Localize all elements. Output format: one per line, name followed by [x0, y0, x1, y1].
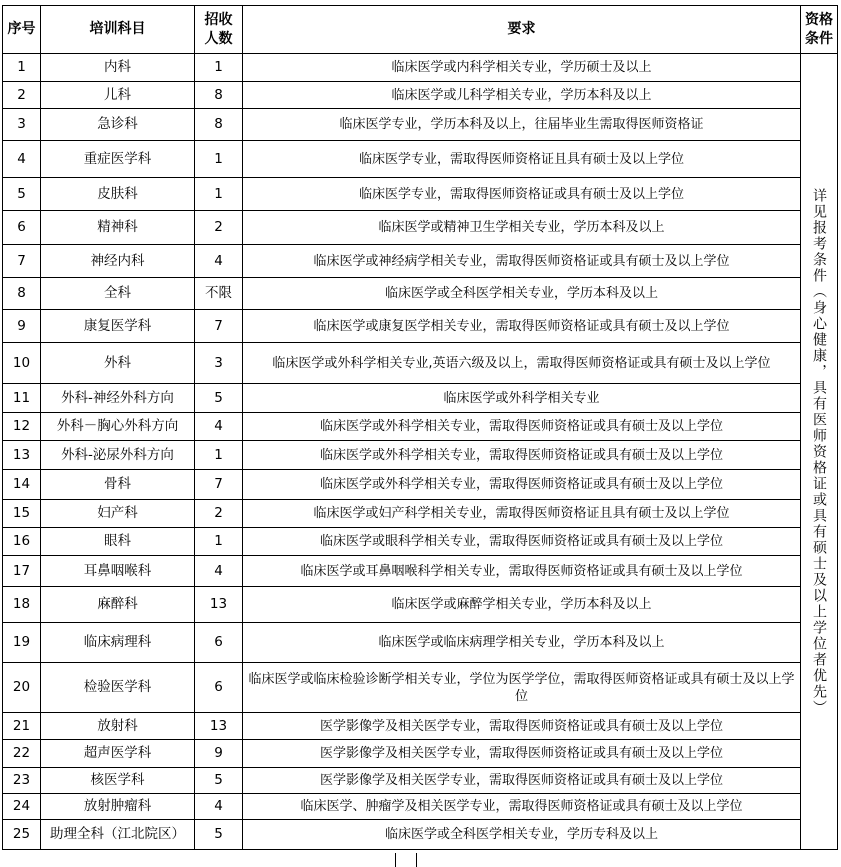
header-qualification [801, 6, 838, 54]
row-quota: 3 [195, 343, 243, 384]
row-index: 18 [3, 587, 41, 623]
row-requirement: 临床医学或儿科学相关专业，学历本科及以上 [243, 82, 801, 109]
header-requirement: 要求 [243, 6, 801, 54]
row-index: 16 [3, 528, 41, 556]
row-quota: 1 [195, 54, 243, 82]
row-subject: 骨科 [41, 470, 195, 500]
table-row [3, 109, 838, 141]
table-row [3, 245, 838, 278]
row-subject: 麻醉科 [41, 587, 195, 623]
table-row [3, 141, 838, 178]
row-subject: 神经内科 [41, 245, 195, 278]
row-requirement: 医学影像学及相关医学专业，需取得医师资格证或具有硕士及以上学位 [243, 713, 801, 740]
row-requirement: 临床医学或精神卫生学相关专业，学历本科及以上 [243, 211, 801, 245]
row-subject: 皮肤科 [41, 178, 195, 211]
row-requirement: 临床医学或全科医学相关专业，学历本科及以上 [243, 278, 801, 310]
row-index: 9 [3, 310, 41, 343]
table-row [3, 470, 838, 500]
row-quota: 2 [195, 500, 243, 528]
row-index: 22 [3, 740, 41, 768]
row-quota: 1 [195, 528, 243, 556]
row-requirement: 临床医学或神经病学相关专业，需取得医师资格证或具有硕士及以上学位 [243, 245, 801, 278]
row-requirement: 临床医学或眼科学相关专业，需取得医师资格证或具有硕士及以上学位 [243, 528, 801, 556]
row-subject: 重症医学科 [41, 141, 195, 178]
row-index: 19 [3, 623, 41, 663]
row-requirement: 临床医学或外科学相关专业 [243, 384, 801, 413]
table-row [3, 794, 838, 820]
table-row [3, 820, 838, 850]
row-index: 7 [3, 245, 41, 278]
table-row [3, 587, 838, 623]
row-quota: 9 [195, 740, 243, 768]
row-quota: 1 [195, 141, 243, 178]
row-quota: 5 [195, 384, 243, 413]
row-index: 10 [3, 343, 41, 384]
row-subject: 外科－胸心外科方向 [41, 413, 195, 441]
row-subject: 临床病理科 [41, 623, 195, 663]
row-subject: 放射肿瘤科 [41, 794, 195, 820]
row-index: 15 [3, 500, 41, 528]
row-quota: 8 [195, 82, 243, 109]
row-requirement: 临床医学或麻醉学相关专业，学历本科及以上 [243, 587, 801, 623]
row-index: 25 [3, 820, 41, 850]
row-quota: 7 [195, 310, 243, 343]
table-row [3, 278, 838, 310]
row-requirement: 临床医学或妇产科学相关专业，需取得医师资格证且具有硕士及以上学位 [243, 500, 801, 528]
row-requirement: 临床医学或内科学相关专业，学历硕士及以上 [243, 54, 801, 82]
row-quota: 不限 [195, 278, 243, 310]
table-row [3, 556, 838, 587]
row-quota: 4 [195, 413, 243, 441]
table-row [3, 500, 838, 528]
training-table [2, 5, 838, 850]
table-row [3, 663, 838, 713]
table-row [3, 82, 838, 109]
table-row [3, 310, 838, 343]
row-quota: 4 [195, 794, 243, 820]
row-subject: 外科-泌尿外科方向 [41, 441, 195, 470]
row-subject: 耳鼻咽喉科 [41, 556, 195, 587]
row-quota: 4 [195, 245, 243, 278]
row-subject: 放射科 [41, 713, 195, 740]
row-subject: 全科 [41, 278, 195, 310]
table-row [3, 384, 838, 413]
row-quota: 7 [195, 470, 243, 500]
row-subject: 急诊科 [41, 109, 195, 141]
qualification-cell [801, 54, 838, 850]
row-requirement: 临床医学或全科医学相关专业，学历专科及以上 [243, 820, 801, 850]
row-index: 1 [3, 54, 41, 82]
header-quota-line2: 人数 [204, 30, 233, 47]
header-row [3, 6, 838, 54]
row-requirement: 临床医学专业，需取得医师资格证或具有硕士及以上学位 [243, 178, 801, 211]
row-quota: 6 [195, 623, 243, 663]
row-requirement: 临床医学或临床病理学相关专业，学历本科及以上 [243, 623, 801, 663]
table-row [3, 413, 838, 441]
table-row [3, 623, 838, 663]
row-subject: 核医学科 [41, 768, 195, 794]
header-qual-line2: 条件 [805, 30, 833, 47]
row-subject: 超声医学科 [41, 740, 195, 768]
header-quota-line1: 招收 [204, 11, 233, 28]
row-requirement: 临床医学专业，需取得医师资格证且具有硕士及以上学位 [243, 141, 801, 178]
row-quota: 6 [195, 663, 243, 713]
row-index: 13 [3, 441, 41, 470]
table-trailing-cell [395, 853, 417, 867]
row-requirement: 临床医学或外科学相关专业，需取得医师资格证或具有硕士及以上学位 [243, 441, 801, 470]
row-quota: 13 [195, 587, 243, 623]
table-row [3, 528, 838, 556]
row-index: 24 [3, 794, 41, 820]
row-subject: 康复医学科 [41, 310, 195, 343]
row-index: 4 [3, 141, 41, 178]
row-subject: 精神科 [41, 211, 195, 245]
row-index: 11 [3, 384, 41, 413]
row-requirement: 临床医学、肿瘤学及相关医学专业，需取得医师资格证或具有硕士及以上学位 [243, 794, 801, 820]
table-row [3, 740, 838, 768]
row-index: 23 [3, 768, 41, 794]
row-index: 2 [3, 82, 41, 109]
table-row [3, 713, 838, 740]
row-index: 6 [3, 211, 41, 245]
row-index: 20 [3, 663, 41, 713]
row-index: 12 [3, 413, 41, 441]
table-row [3, 441, 838, 470]
row-subject: 外科-神经外科方向 [41, 384, 195, 413]
table-row [3, 54, 838, 82]
header-qual-line1: 资格 [805, 11, 833, 28]
table-row [3, 211, 838, 245]
row-quota: 1 [195, 441, 243, 470]
row-requirement: 临床医学或临床检验诊断学相关专业，学位为医学学位，需取得医师资格证或具有硕士及以上学位 [243, 663, 801, 713]
table-row [3, 768, 838, 794]
row-quota: 8 [195, 109, 243, 141]
row-quota: 4 [195, 556, 243, 587]
row-subject: 检验医学科 [41, 663, 195, 713]
table-row [3, 178, 838, 211]
row-index: 8 [3, 278, 41, 310]
row-subject: 眼科 [41, 528, 195, 556]
row-subject: 儿科 [41, 82, 195, 109]
table-row [3, 343, 838, 384]
row-requirement: 临床医学或外科学相关专业，需取得医师资格证或具有硕士及以上学位 [243, 470, 801, 500]
header-quota [195, 6, 243, 54]
row-index: 21 [3, 713, 41, 740]
row-quota: 1 [195, 178, 243, 211]
qualification-note: 详见报考条件（身心健康，具有医师资格证或具有硕士及以上学位者优先） [811, 187, 827, 716]
row-quota: 2 [195, 211, 243, 245]
row-requirement: 临床医学或外科学相关专业,英语六级及以上，需取得医师资格证或具有硕士及以上学位 [243, 343, 801, 384]
header-index: 序号 [3, 6, 41, 54]
row-subject: 外科 [41, 343, 195, 384]
row-requirement: 医学影像学及相关医学专业，需取得医师资格证或具有硕士及以上学位 [243, 740, 801, 768]
row-subject: 内科 [41, 54, 195, 82]
row-requirement: 医学影像学及相关医学专业，需取得医师资格证或具有硕士及以上学位 [243, 768, 801, 794]
row-index: 17 [3, 556, 41, 587]
row-index: 14 [3, 470, 41, 500]
row-requirement: 临床医学或外科学相关专业，需取得医师资格证或具有硕士及以上学位 [243, 413, 801, 441]
row-quota: 5 [195, 768, 243, 794]
row-quota: 5 [195, 820, 243, 850]
row-subject: 助理全科（江北院区） [41, 820, 195, 850]
row-index: 3 [3, 109, 41, 141]
row-requirement: 临床医学专业，学历本科及以上，往届毕业生需取得医师资格证 [243, 109, 801, 141]
row-subject: 妇产科 [41, 500, 195, 528]
row-requirement: 临床医学或耳鼻咽喉科学相关专业，需取得医师资格证或具有硕士及以上学位 [243, 556, 801, 587]
row-quota: 13 [195, 713, 243, 740]
header-subject: 培训科目 [41, 6, 195, 54]
row-requirement: 临床医学或康复医学相关专业，需取得医师资格证或具有硕士及以上学位 [243, 310, 801, 343]
row-index: 5 [3, 178, 41, 211]
